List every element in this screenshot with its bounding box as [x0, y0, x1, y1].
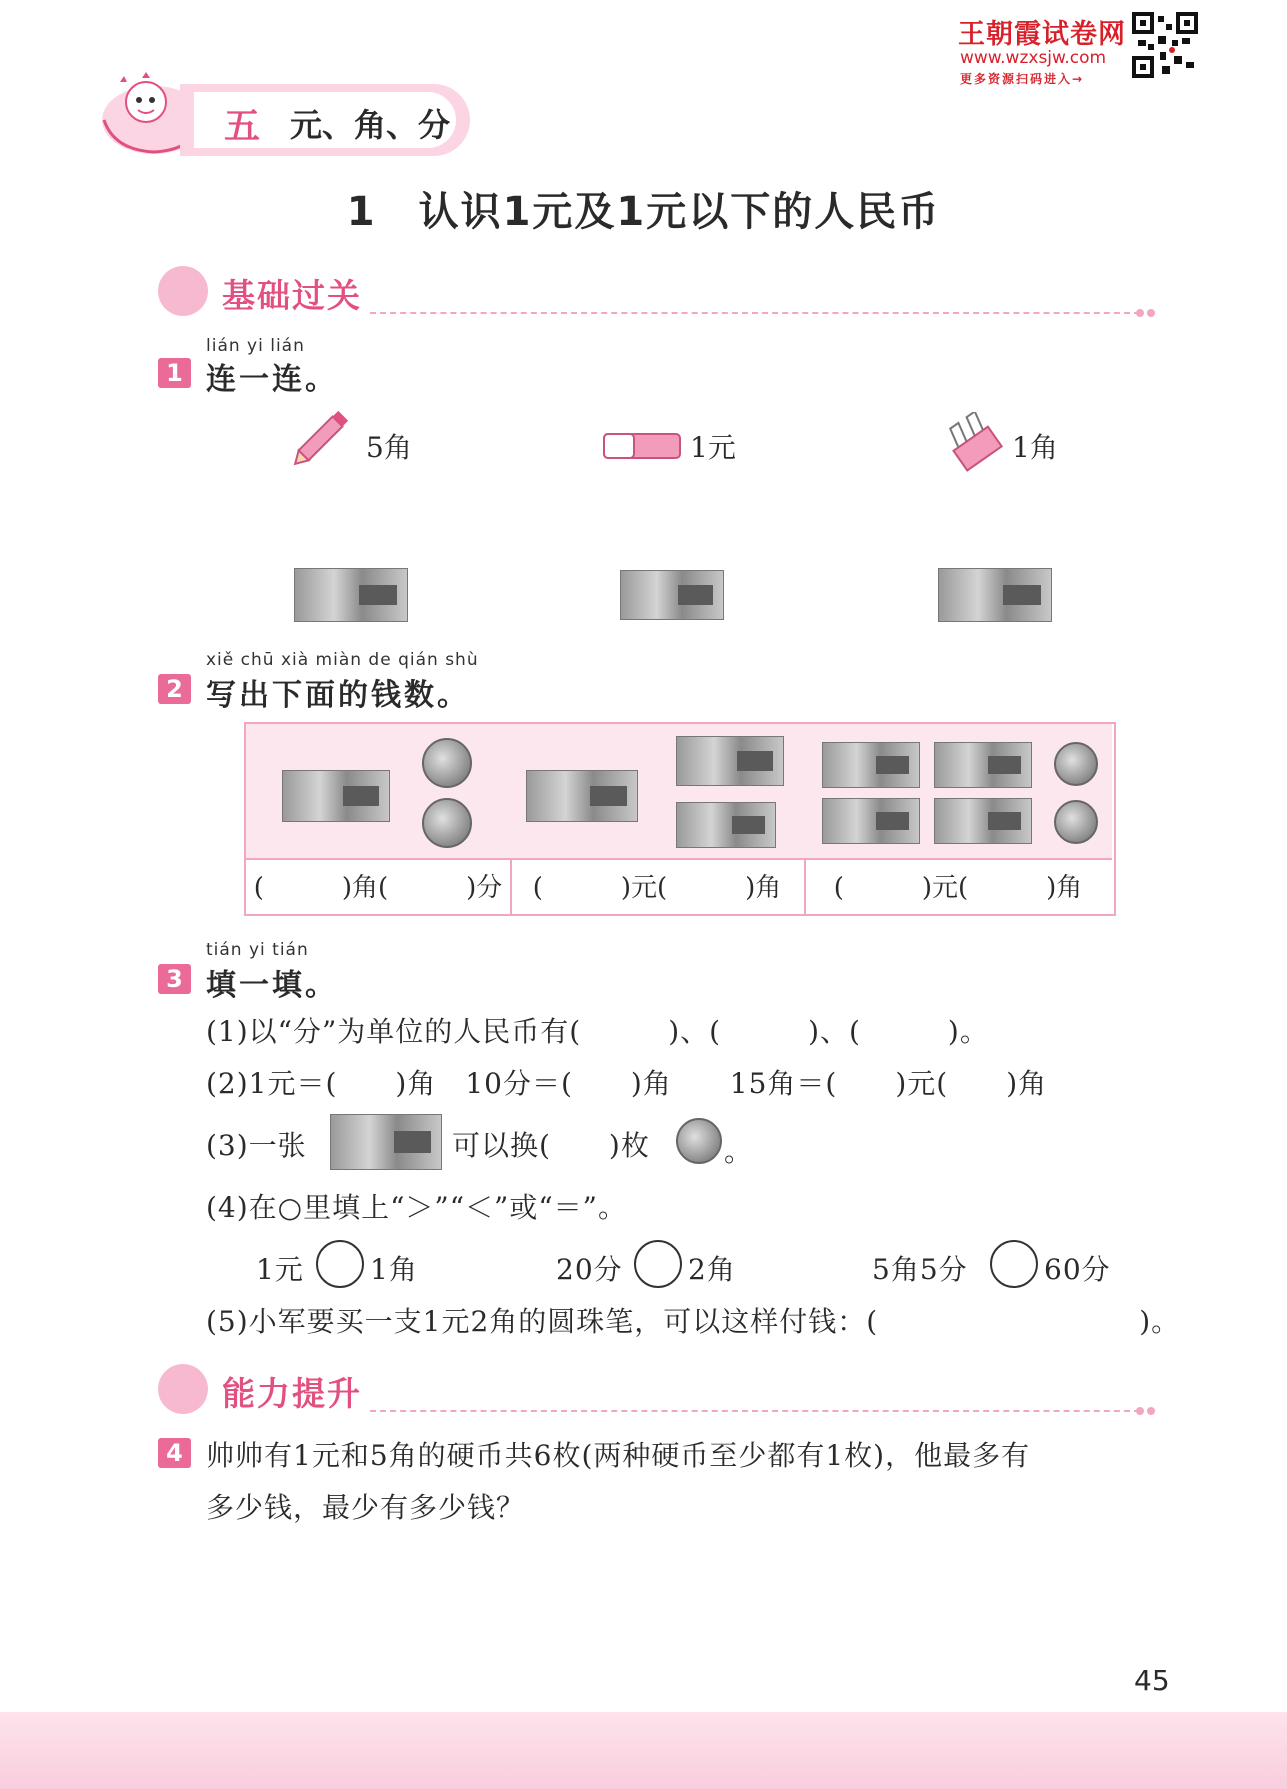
brand-url[interactable]: www.wzxsjw.com [960, 48, 1107, 68]
1-jiao-banknote-icon [676, 802, 776, 848]
page-number: 45 [1134, 1664, 1170, 1697]
compare-circle-2[interactable] [634, 1240, 682, 1288]
item-label-pencil: 5角 [366, 431, 412, 464]
compare-left-1: 1元 [256, 1253, 304, 1286]
compare-right-3: 60分 [1044, 1253, 1111, 1286]
footer-band [0, 1712, 1287, 1789]
section-advanced-title: 能力提升 [222, 1374, 362, 1413]
binder-clip-icon [942, 412, 1004, 472]
answer-cell[interactable]: ( )元( )角 [510, 858, 806, 916]
table-cell-pictures [510, 724, 806, 858]
compare-right-1: 1角 [370, 1253, 418, 1286]
brand-tip: 更多资源扫码进入→ [960, 72, 1085, 86]
5-jiao-banknote-icon [676, 736, 784, 786]
girl-face-icon [158, 266, 208, 316]
item-label-clip: 1角 [1012, 431, 1058, 464]
problem1-text: 连一连。 [206, 362, 338, 397]
divider-dots [1136, 1400, 1158, 1419]
problem2-number: 2 [158, 674, 191, 704]
1-jiao-banknote-icon[interactable] [620, 570, 724, 620]
compare-left-2: 20分 [556, 1253, 623, 1286]
section-basic-title: 基础过关 [222, 276, 362, 315]
problem2-text: 写出下面的钱数。 [206, 678, 470, 713]
pencil-icon [286, 404, 358, 470]
5-fen-coin-icon [1054, 800, 1098, 844]
1-yuan-banknote-icon [526, 770, 638, 822]
item-label-eraser: 1元 [690, 431, 736, 464]
1-jiao-coin-icon [676, 1118, 722, 1164]
chapter-title: 元、角、分 [290, 106, 451, 144]
section-divider [370, 312, 1140, 314]
boy-face-icon [158, 1364, 208, 1414]
1-jiao-banknote-icon [934, 742, 1032, 788]
problem4-line1: 帅帅有1元和5角的硬币共6枚(两种硬币至少都有1枚)，他最多有 [206, 1439, 1031, 1472]
fill-question-4: (4)在○里填上“＞”“＜”或“＝”。 [206, 1191, 627, 1224]
answer-cell[interactable]: ( )角( )分 [246, 858, 512, 916]
section-divider [370, 1410, 1140, 1412]
fill-question-2[interactable]: (2)1元＝( )角 10分＝( )角 15角＝( )元( )角 [206, 1067, 1048, 1100]
problem4-line2: 多少钱，最少有多少钱？ [206, 1491, 526, 1524]
problem3-pinyin: tián yi tián [206, 940, 309, 960]
fill-question-5[interactable]: (5)小军要买一支1元2角的圆珠笔，可以这样付钱：( )。 [206, 1305, 1181, 1338]
1-yuan-banknote-icon [330, 1114, 442, 1170]
table-cell-pictures [246, 724, 512, 858]
1-fen-coin-icon [422, 798, 472, 848]
problem1-pinyin: lián yi lián [206, 336, 305, 356]
fill-question-1[interactable]: (1)以“分”为单位的人民币有( )、( )、( )。 [206, 1015, 989, 1048]
lesson-title: 1 认识1元及1元以下的人民币 [346, 189, 941, 235]
fill-question-3-suffix: 。 [724, 1135, 754, 1168]
5-fen-coin-icon [1054, 742, 1098, 786]
table-cell-pictures [804, 724, 1112, 858]
problem1-number: 1 [158, 358, 191, 388]
fill-question-3-prefix: (3)一张 [206, 1129, 307, 1162]
compare-circle-3[interactable] [990, 1240, 1038, 1288]
problem4-number: 4 [158, 1438, 191, 1468]
1-fen-coin-icon [422, 738, 472, 788]
compare-right-2: 2角 [688, 1253, 736, 1286]
qr-code-icon[interactable] [1132, 12, 1198, 78]
answer-cell[interactable]: ( )元( )角 [804, 858, 1112, 916]
chapter-number: 五 [224, 106, 261, 147]
5-jiao-banknote-icon [282, 770, 390, 822]
eraser-icon [600, 424, 688, 468]
divider-dots [1136, 302, 1158, 321]
money-table [244, 722, 1116, 916]
brand-name: 王朝霞试卷网 [958, 19, 1126, 50]
problem2-pinyin: xiě chū xià miàn de qián shù [206, 650, 479, 670]
compare-circle-1[interactable] [316, 1240, 364, 1288]
compare-left-3: 5角5分 [872, 1253, 968, 1286]
1-jiao-banknote-icon [822, 742, 920, 788]
1-jiao-banknote-icon [822, 798, 920, 844]
fill-question-3-blank[interactable]: 可以换( )枚 [452, 1129, 650, 1162]
5-jiao-banknote-icon[interactable] [938, 568, 1052, 622]
problem3-number: 3 [158, 964, 191, 994]
1-yuan-banknote-icon[interactable] [294, 568, 408, 622]
problem3-text: 填一填。 [206, 968, 338, 1003]
1-jiao-banknote-icon [934, 798, 1032, 844]
